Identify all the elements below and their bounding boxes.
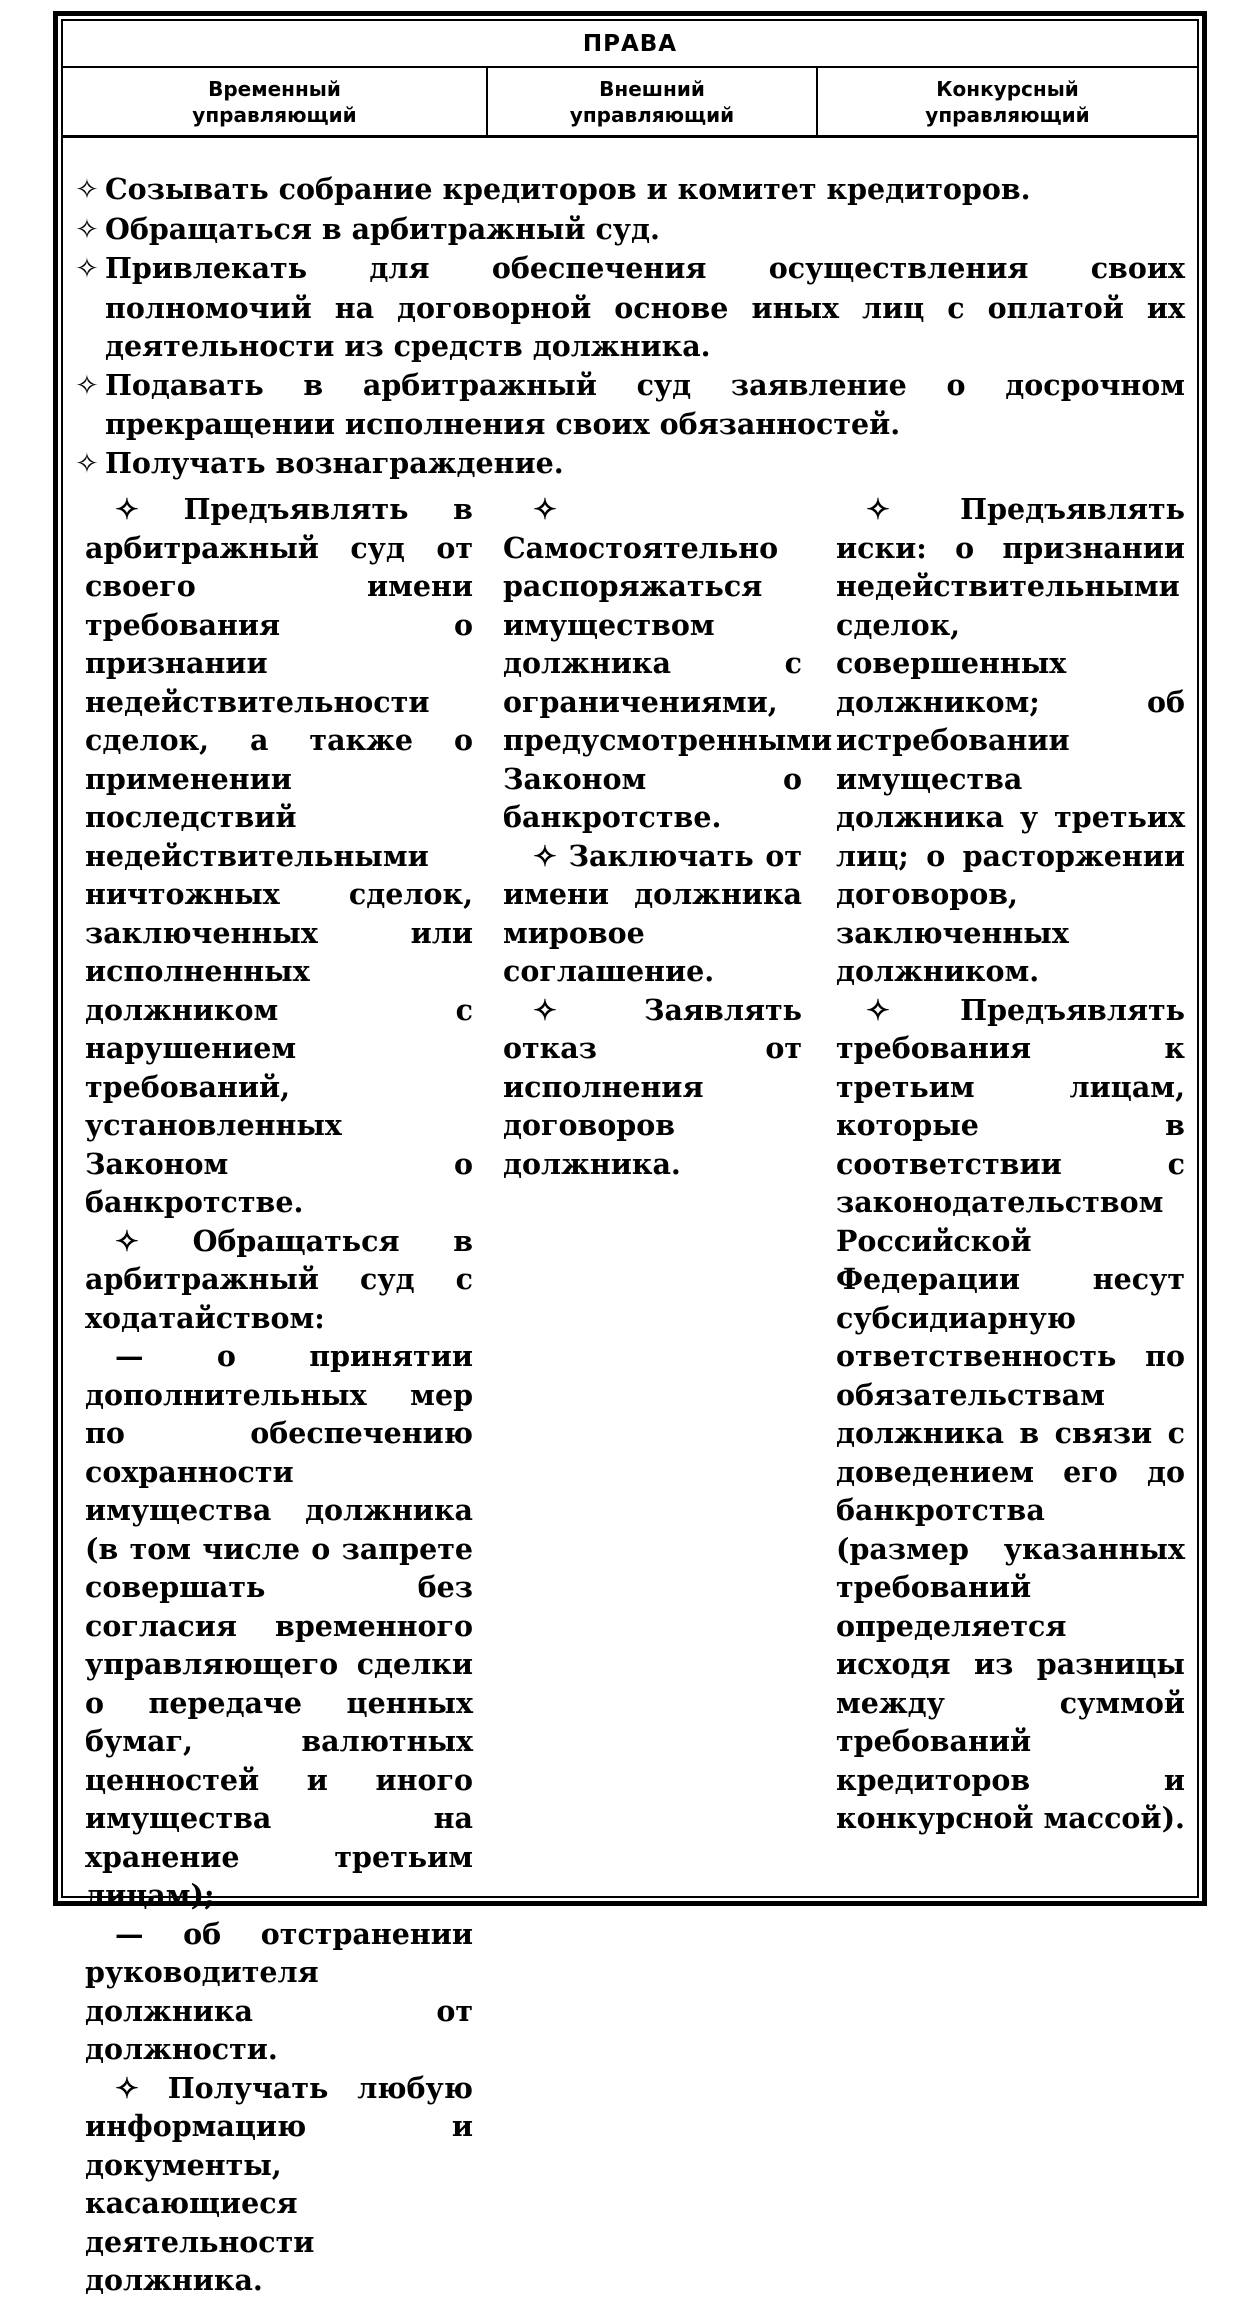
right-text: Обращаться в арбитражный суд.: [105, 211, 660, 246]
header-temporary-manager: Временный управляющий: [63, 68, 488, 135]
list-item: [503, 490, 833, 837]
list-item: [75, 170, 1185, 210]
right-text: Получать любую информацию и документы, касающиеся деятельности должника.: [85, 2070, 473, 2297]
table-title: ПРАВА: [63, 21, 1197, 68]
diamond-bullet-icon: ✧: [75, 173, 99, 206]
manager-columns: [63, 490, 1197, 2297]
diamond-bullet-icon: ✧: [115, 2070, 139, 2105]
list-item: [503, 991, 802, 1184]
list-item: [85, 2069, 473, 2300]
list-item: [85, 1222, 473, 1338]
diamond-bullet-icon: ✧: [533, 992, 557, 1027]
header-external-manager: Внешний управляющий: [488, 68, 818, 135]
right-text: Обращаться в арбитражный суд с ходатайством:: [85, 1223, 473, 1335]
list-item: [75, 210, 1185, 250]
diamond-bullet-icon: ✧: [75, 212, 99, 246]
list-item: [836, 490, 1185, 991]
column-external-manager: [486, 490, 833, 1896]
list-item: [503, 837, 802, 991]
diamond-bullet-icon: ✧: [533, 838, 557, 873]
sub-item: — об отстранении руководителя должника от должности.: [85, 1916, 473, 2066]
list-item: [85, 490, 473, 1222]
right-text: Предъявлять в арбитражный суд от своего имени требования о признании недействительности сделок, а также о применении последствий недействительными ничтожных сделок, заключенных или исполненных должником с нарушением требований, установленных Законом о банкротстве.: [85, 492, 473, 1219]
right-text: Привлекать для обеспечения осуществления своих полномочий на договорной основе иных лиц с оплатой их деятельности из средств должника.: [105, 251, 1185, 363]
column-bankruptcy-manager: [814, 490, 1197, 1896]
list-item: [836, 991, 1185, 1838]
header-bankruptcy-manager: Конкурсный управляющий: [925, 76, 1090, 127]
diamond-bullet-icon: ✧: [75, 252, 99, 285]
diamond-bullet-icon: ✧: [75, 368, 99, 402]
diamond-bullet-icon: ✧: [866, 492, 890, 526]
right-text: Получать вознаграждение.: [105, 445, 564, 480]
right-text: Подавать в арбитражный суд заявление о досрочном прекращении исполнения своих обязанностей.: [105, 367, 1185, 441]
right-text: Предъявлять иски: о признании недействительными сделок, совершенных должником; об истребовании имущества должника у третьих лиц; о расторжении договоров, заключенных должником.: [836, 492, 1185, 988]
list-item: [75, 444, 1185, 484]
right-text: Самостоятельно распоряжаться имуществом должника с ограничениями, предусмотренными Законом о банкротстве.: [503, 530, 833, 834]
diamond-bullet-icon: ✧: [115, 1223, 139, 1258]
diamond-bullet-icon: ✧: [533, 492, 557, 526]
column-headers: [63, 68, 1197, 138]
sub-item: — о принятии дополнительных мер по обеспечению сохранности имущества должника (в том числе о запрете совершать без согласия временного управляющего сделки о передаче ценных бумаг, валютных ценностей и иного имущества на хранение третьим лицам);: [85, 1339, 473, 1912]
right-text: Заявлять отказ от исполнения договоров должника.: [503, 992, 802, 1181]
diamond-bullet-icon: ✧: [115, 492, 139, 526]
table-inner-border: [61, 19, 1199, 2297]
table-body: [63, 138, 1197, 2297]
rights-table: [53, 11, 1207, 2297]
column-temporary-manager: [63, 490, 486, 2297]
right-text: Заключать от имени должника мировое соглашение.: [503, 838, 802, 988]
diamond-bullet-icon: ✧: [866, 992, 890, 1027]
common-rights-list: [75, 170, 1185, 483]
right-text: Предъявлять требования к третьим лицам, которые в соответствии с законодательством Российской Федерации несут субсидиарную ответственность по обязательствам должника в связи с доведением его до банкротства (размер указанных требований определяется исходя из разницы между суммой требований кредиторов и конкурсной массой).: [836, 992, 1185, 1835]
list-item: [75, 249, 1185, 366]
list-item: [75, 366, 1185, 444]
diamond-bullet-icon: ✧: [75, 446, 99, 480]
right-text: Созывать собрание кредиторов и комитет кредиторов.: [105, 172, 1031, 206]
